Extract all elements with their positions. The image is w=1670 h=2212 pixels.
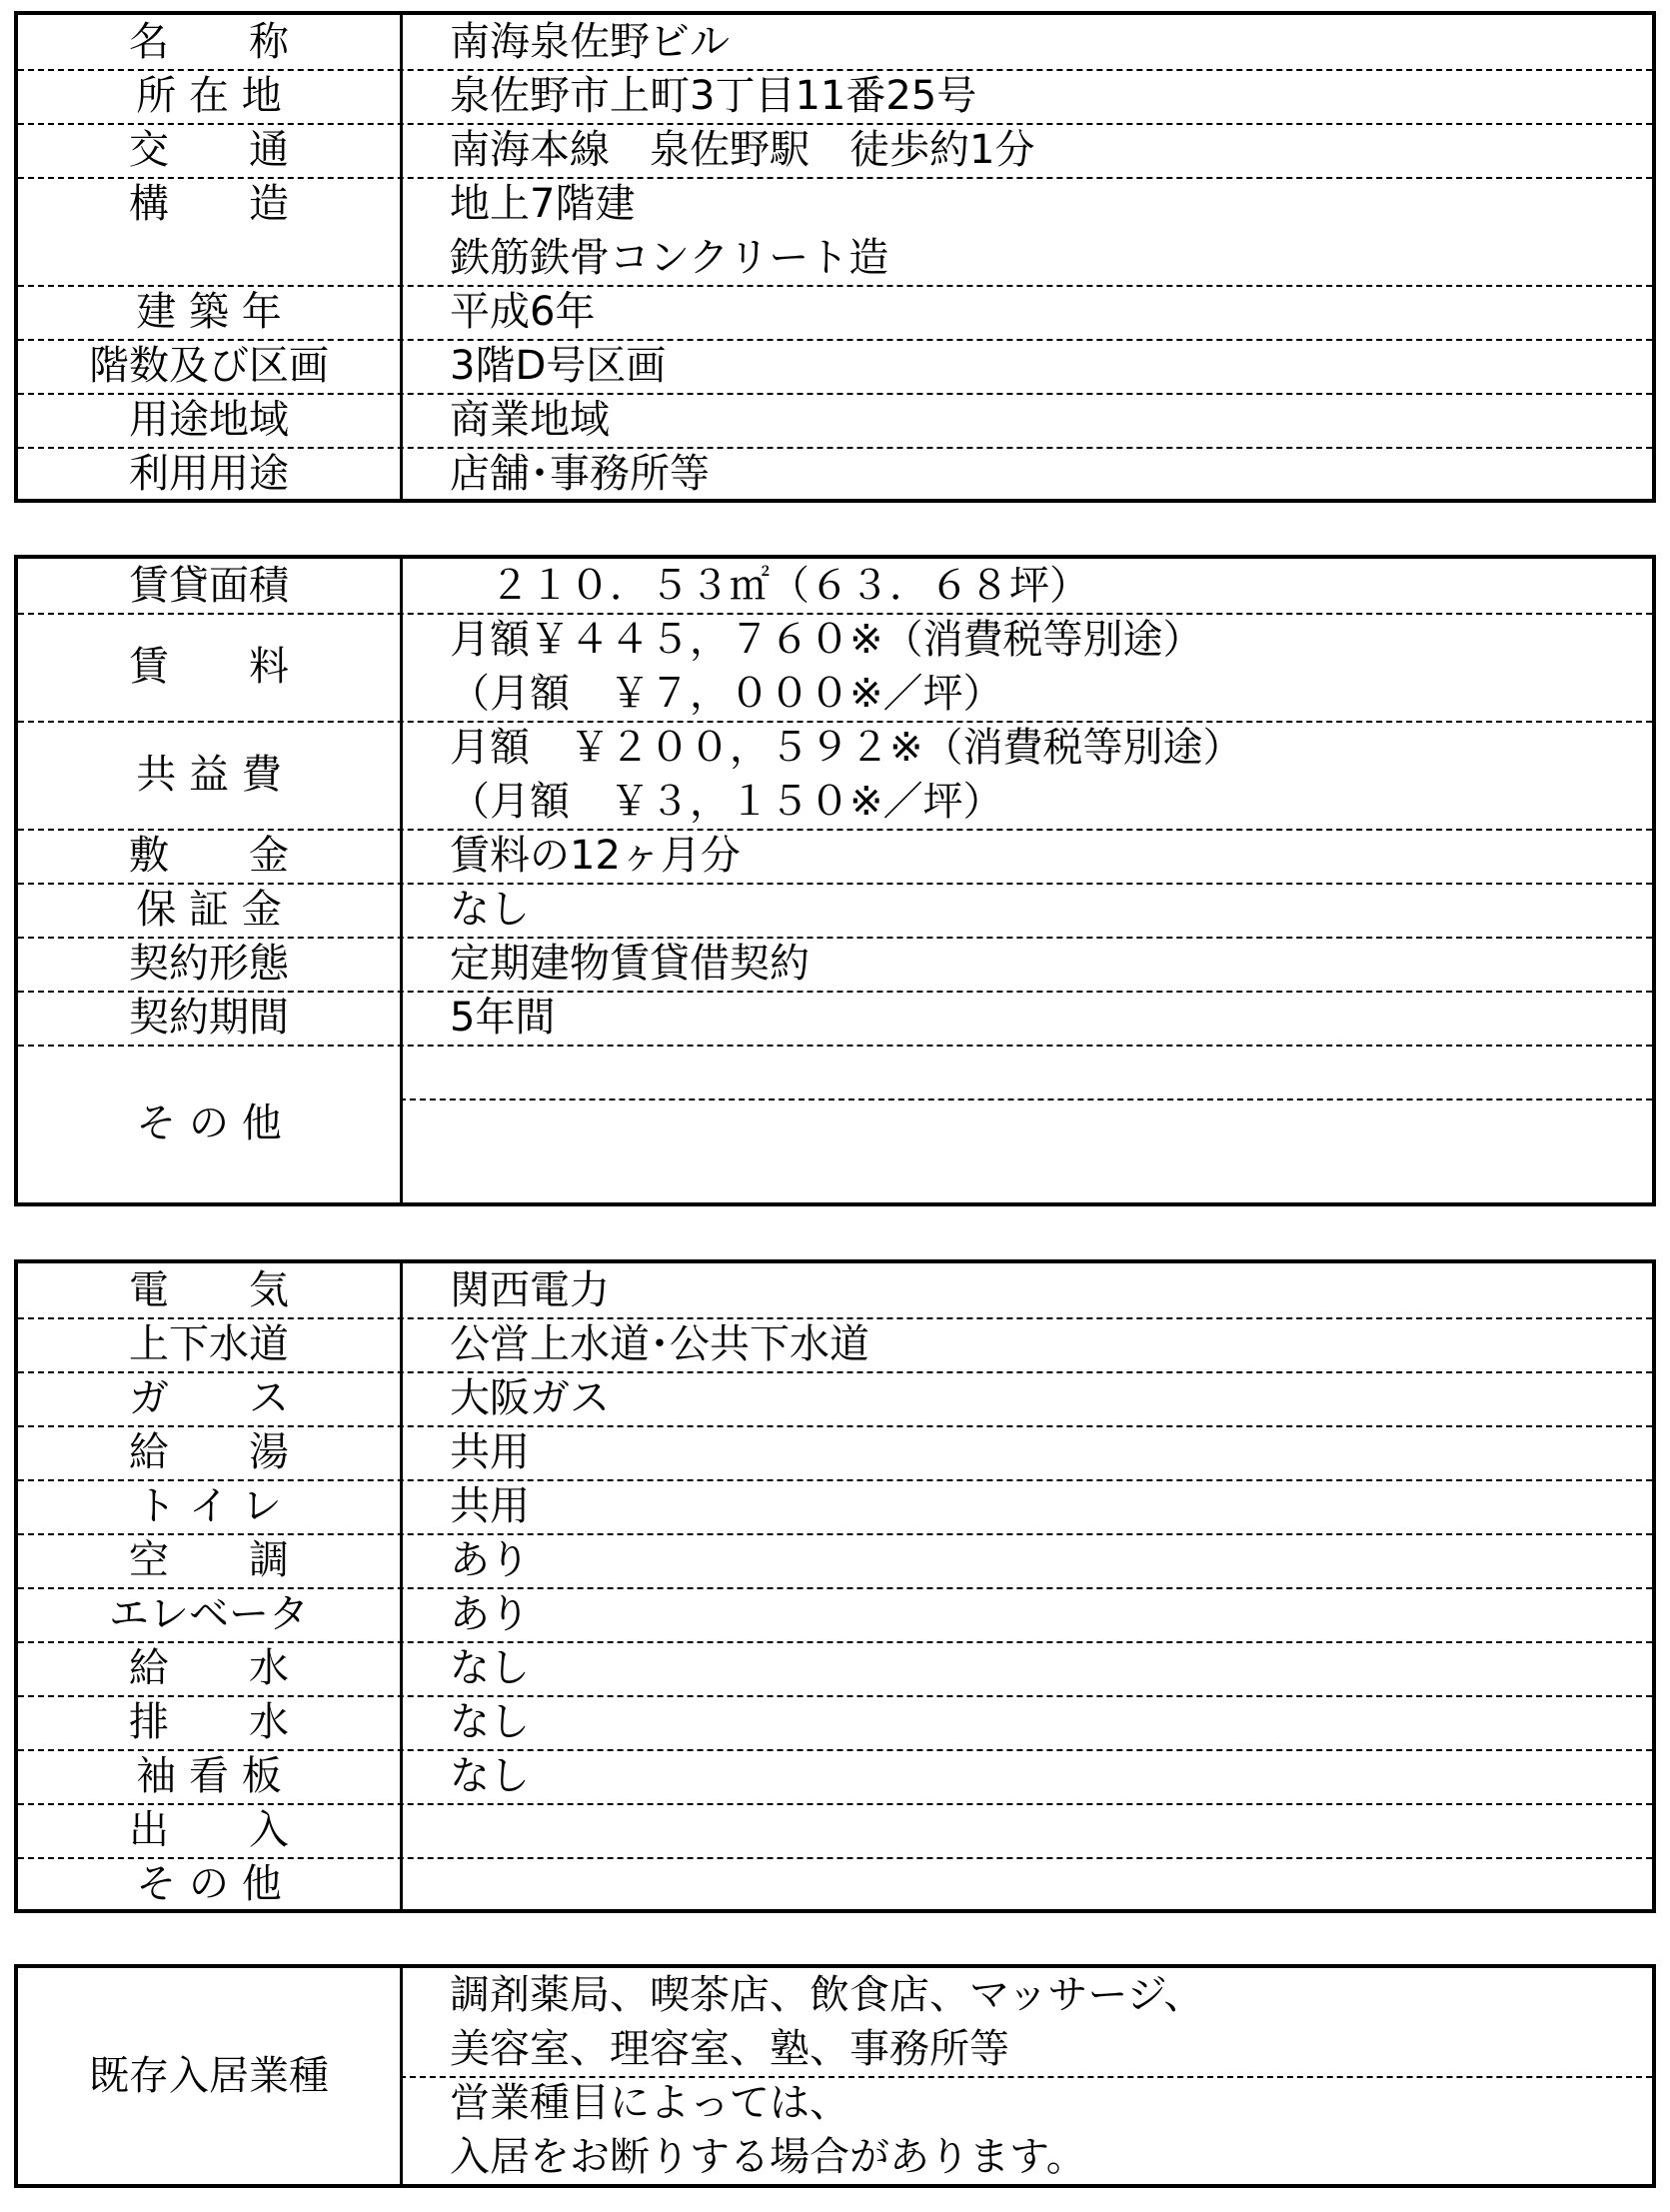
column-divider — [400, 15, 403, 499]
row-label-air-conditioning: 空 調 — [129, 1537, 289, 1583]
row-value-name: 南海泉佐野ビル — [450, 19, 730, 65]
row-label-entry: 出 入 — [129, 1807, 289, 1853]
row-value-floor-unit: 3階D号区画 — [450, 343, 667, 389]
row-value-water-sewer: 公営上水道･公共下水道 — [450, 1321, 869, 1367]
row-label-usage: 利用用途 — [129, 451, 289, 497]
row-value-transport: 南海本線 泉佐野駅 徒歩約1分 — [450, 127, 1035, 173]
row-value-tenants-line1: 調剤薬局、喫茶店、飲食店、マッサージ、 — [450, 1972, 1204, 2018]
row-value-gas: 大阪ガス — [450, 1375, 610, 1421]
row-value-usage: 店舗･事務所等 — [450, 451, 710, 497]
row-label-elevator: エレベータ — [109, 1591, 309, 1637]
row-label-side-sign: 袖 看 板 — [136, 1753, 282, 1799]
row-value-tenants-note2: 入居をお断りする場合があります。 — [450, 2134, 1086, 2180]
row-value-drainage: なし — [450, 1699, 530, 1745]
facilities-table — [14, 1259, 1656, 1913]
row-value-guarantee: なし — [450, 887, 530, 933]
row-value-common-fee-line1: 月額 ￥２００，５９２※（消費税等別途） — [450, 725, 1243, 771]
row-label-floor-unit: 階数及び区画 — [89, 343, 329, 389]
row-value-contract-period: 5年間 — [450, 995, 556, 1041]
row-divider — [18, 1045, 1652, 1047]
row-value-water-supply: なし — [450, 1645, 530, 1691]
row-label-hot-water: 給 湯 — [129, 1429, 289, 1475]
row-label-common-fee: 共 益 費 — [136, 752, 282, 798]
row-value-electricity: 関西電力 — [450, 1267, 610, 1313]
row-label-zoning: 用途地域 — [129, 397, 289, 443]
row-value-structure-line2: 鉄筋鉄骨コンクリート造 — [450, 235, 889, 281]
row-label-structure: 構 造 — [129, 181, 289, 227]
row-label-toilet: ト イ レ — [136, 1483, 282, 1529]
row-value-air-conditioning: あり — [450, 1537, 530, 1583]
row-value-zoning: 商業地域 — [450, 397, 610, 443]
row-label-guarantee: 保 証 金 — [136, 887, 282, 933]
row-value-year-built: 平成6年 — [450, 289, 596, 335]
row-label-contract-type: 契約形態 — [129, 941, 289, 987]
row-label-water-sewer: 上下水道 — [129, 1321, 289, 1367]
row-label-transport: 交 通 — [129, 127, 289, 173]
row-label-rental-area: 賃貸面積 — [129, 563, 289, 609]
row-label-existing-tenants: 既存入居業種 — [89, 2053, 329, 2099]
row-label-electricity: 電 気 — [129, 1267, 289, 1313]
row-value-tenants-note1: 営業種目によっては、 — [450, 2080, 849, 2126]
row-divider-right — [400, 1099, 1652, 1101]
row-label-other: そ の 他 — [136, 1101, 282, 1146]
row-label-address: 所 在 地 — [136, 73, 282, 119]
row-value-contract-type: 定期建物賃貸借契約 — [450, 941, 810, 987]
row-label-year-built: 建 築 年 — [136, 289, 282, 335]
row-value-tenants-line2: 美容室、理容室、塾、事務所等 — [450, 2026, 1009, 2072]
row-value-rent-line2: （月額 ￥７，０００※／坪） — [450, 671, 1003, 717]
row-label-contract-period: 契約期間 — [129, 995, 289, 1041]
row-value-address: 泉佐野市上町3丁目11番25号 — [450, 73, 977, 119]
row-label-drainage: 排 水 — [129, 1699, 289, 1745]
row-label-deposit: 敷 金 — [129, 833, 289, 879]
row-value-toilet: 共用 — [450, 1483, 530, 1529]
tenants-table — [14, 1964, 1656, 2188]
row-value-deposit: 賃料の12ヶ月分 — [450, 833, 741, 879]
row-label-name: 名 称 — [129, 19, 289, 65]
row-value-rent-line1: 月額￥４４５，７６０※（消費税等別途） — [450, 617, 1203, 663]
row-label-rent: 賃 料 — [129, 644, 289, 690]
row-value-side-sign: なし — [450, 1753, 530, 1799]
building-info-table — [14, 11, 1656, 503]
lease-terms-table — [14, 555, 1656, 1206]
row-value-rental-area: ２１０．５３㎡（６３．６８坪） — [450, 563, 1089, 609]
row-label-facilities-other: そ の 他 — [136, 1861, 282, 1907]
row-label-gas: ガ ス — [129, 1375, 289, 1421]
row-value-hot-water: 共用 — [450, 1429, 530, 1475]
column-divider — [400, 559, 403, 1202]
row-value-elevator: あり — [450, 1591, 530, 1637]
column-divider — [400, 1263, 403, 1909]
row-value-structure-line1: 地上7階建 — [450, 181, 636, 227]
row-value-common-fee-line2: （月額 ￥３，１５０※／坪） — [450, 779, 1003, 825]
row-label-water-supply: 給 水 — [129, 1645, 289, 1691]
